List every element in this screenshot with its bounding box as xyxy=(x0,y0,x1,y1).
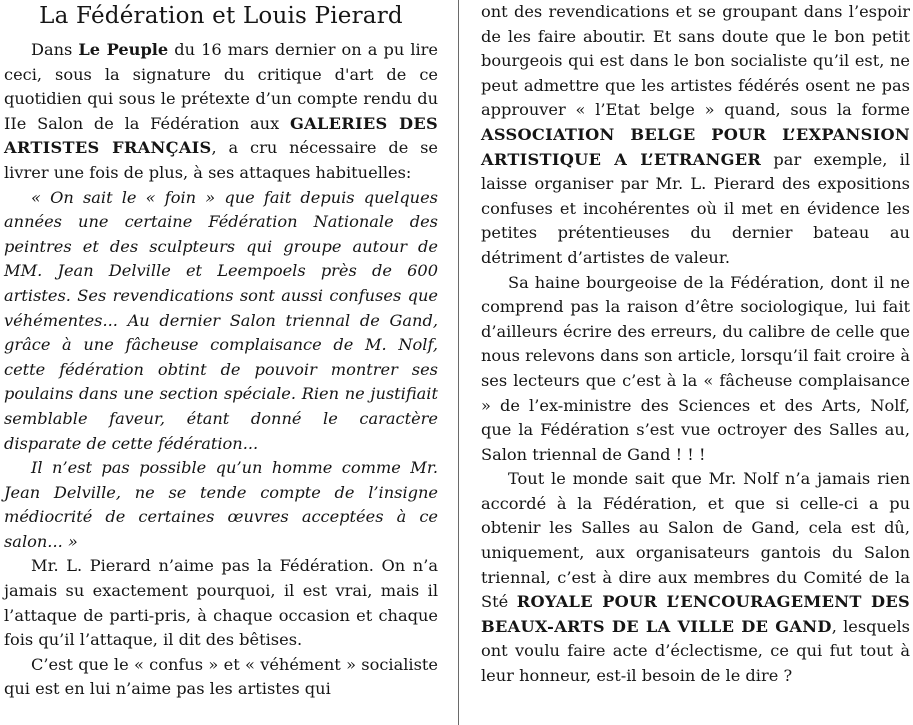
right-column xyxy=(481,0,910,725)
intro-text-1: Dans xyxy=(31,40,79,59)
body-paragraph-4 xyxy=(481,467,910,688)
final-text-2: , lesquels ont voulu faire acte d’éclectisme, ce qui fut tout à leur honneur, est-il besoin de le dire ? xyxy=(481,616,910,686)
intro-paragraph xyxy=(4,38,438,186)
continued-paragraph xyxy=(481,0,910,271)
body-paragraph-1: Mr. L. Pierard n’aime pas la Fédération. On n’a jamais su exactement pourquoi, il est vrai, mais il l’attaque de parti-pris, à chaque occasion et chaque fois qu’il l’attaque, il dit des bêtises. xyxy=(4,556,438,650)
final-text-1: Tout le monde sait que Mr. Nolf n’a jamais rien accordé à la Fédération, et que si celle-ci a pu obtenir les Salles au Salon de Gand, cela est dû, uniquement, aux organisateurs gantois du Salon triennal, c’est à dire aux membres du Comité de la Sté xyxy=(481,469,910,612)
society-name: ROYALE POUR L’ENCOURAGEMENT DES BEAUX-ARTS DE LA VILLE DE GAND xyxy=(481,592,910,636)
body-paragraph-3: Sa haine bourgeoise de la Fédération, dont il ne comprend pas la raison d’être sociologique, lui fait d’ailleurs écrire des erreurs, du calibre de celle que nous relevons dans son article, lorsqu’il fait croire à ses lecteurs que c’est à la « fâcheuse complaisance » de l’ex-ministre des Sciences et des Arts, Nolf, que la Fédération s’est vue octroyer des Salles au, Salon triennal de Gand ! ! ! xyxy=(481,272,910,464)
gallery-name: GALERIES DES ARTISTES FRANÇAIS xyxy=(4,113,438,158)
quote-text-1: « On sait le « foin » que fait depuis quelques années une certaine Fédération Nationale des peintres et des sculpteurs qui groupe autour de MM. Jean Delville et Leempoels près de 600 artistes. Ses revendications sont aussi confuses que véhémentes... Au dernier Salon triennal de Gand, grâce à une fâcheuse complaisance de M. Nolf, cette fédération obtint de pouvoir montrer ses poulains dans une section spéciale. Rien ne justifiait semblable faveur, étant donné le caractère disparate de cette fédération... xyxy=(4,187,438,453)
quote-paragraph-1 xyxy=(4,186,438,457)
article-title: La Fédération et Louis Pierard xyxy=(39,3,403,29)
quote-paragraph-2 xyxy=(4,456,438,554)
association-name: ASSOCIATION BELGE POUR L’EXPANSION ARTISTIQUE A L’ETRANGER xyxy=(481,124,910,169)
body-paragraph-2: C’est que le « confus » et « véhément » socialiste qui est en lui n’aime pas les artistes qui xyxy=(4,654,438,699)
left-column xyxy=(4,0,438,725)
newspaper-name: Le Peuple xyxy=(78,40,169,59)
intro-text-2: du 16 mars dernier on a pu lire ceci, sous la signature du critique d'art de ce quotidien qui sous le prétexte d’un compte rendu du IIe Salon de la Fédération aux xyxy=(4,40,438,133)
continued-text-1: ont des revendications et se groupant dans l’espoir de les faire aboutir. Et sans doute que le bon petit bourgeois qui est dans le bon socialiste qu’il est, ne peut admettre que les artistes fédérés osent ne pas approuver « l’Etat belge » quand, sous la forme xyxy=(481,2,910,120)
column-divider xyxy=(458,0,459,725)
quote-text-2: Il n’est pas possible qu’un homme comme Mr. Jean Delville, ne se tende compte de l’insigne médiocrité de certaines œuvres acceptées à ce salon... » xyxy=(4,458,438,551)
intro-text-3: , a cru nécessaire de se livrer une fois de plus, à ses attaques habituelles: xyxy=(4,138,438,182)
continued-text-2: par exemple, il laisse organiser par Mr. L. Pierard des expositions confuses et incohérentes où il met en évidence les petites prétentieuses du dernier bateau au détriment d’artistes de valeur. xyxy=(481,149,910,267)
